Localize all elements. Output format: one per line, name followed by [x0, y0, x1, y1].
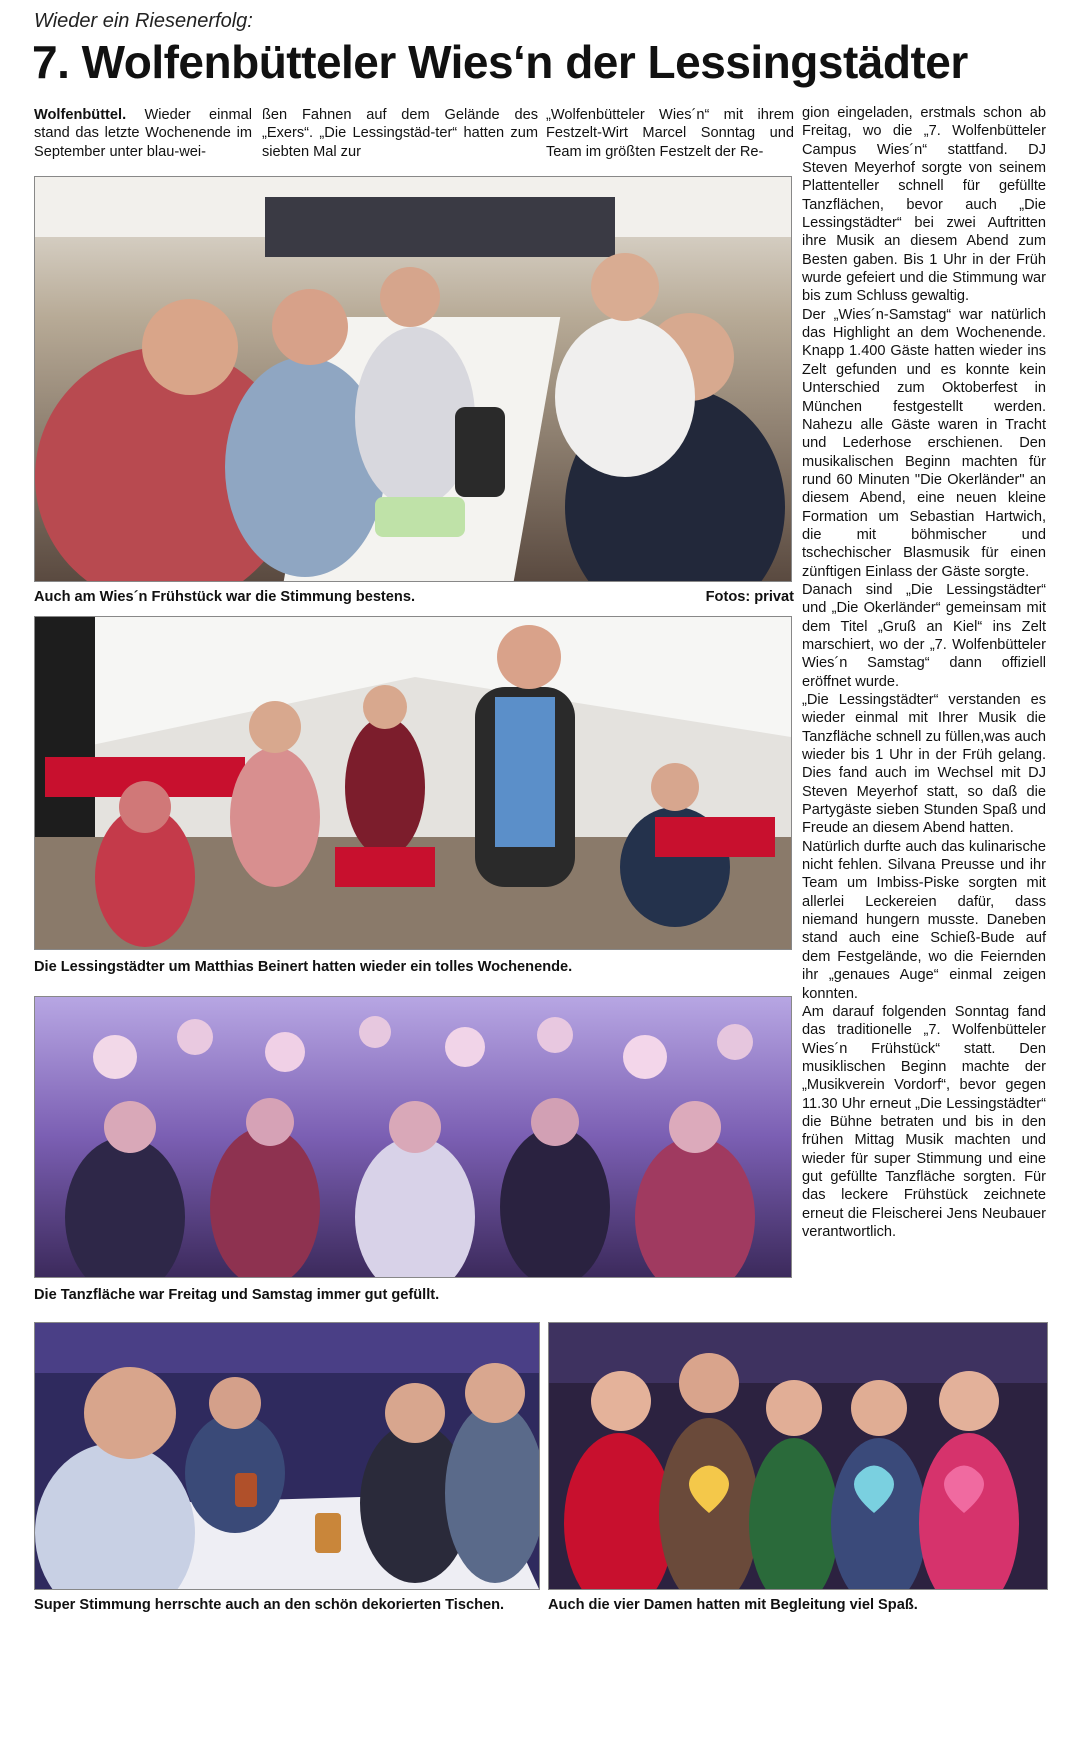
- paragraph-1: gion eingeladen, erstmals schon ab Freitag, wo die „7. Wolfenbütteler Campus Wies´n“ stattfand. DJ Steven Meyerhof sorgte von seinem Plattenteller schnell für gefüllte Tanzflächen, bevor auch „Die Lessingstädter“ bei zwei Auftritten ihre Musik an diesem Abend zum Besten gaben. Bis 1 Uhr in der Früh wurde gefeiert und die Stimmung war bis zum Schluss gewaltig.: [802, 105, 1046, 305]
- photo-dance-floor: [34, 996, 792, 1278]
- intro-column-1: [34, 106, 252, 161]
- caption-photo-1: Auch am Wies´n Frühstück war die Stimmung bestens.: [34, 589, 415, 605]
- paragraph-6: Am darauf folgenden Sonntag fand das traditionelle „7. Wolfenbütteler Wies´n Frühstück“ statt. Den musiklischen Beginn machte der „Musikverein Vordorf“, bevor gegen 11.30 Uhr erneut „Die Lessingstädter“ die Bühne betraten und bis in den frühen Mittag Musik machten und wieder für super Stimmung und eine gut gefüllte Tanzfläche sorgten. Für das leckere Frühstück zeichnete erneut die Fleischerei Jens Neubauer verantwortlich.: [802, 1003, 1046, 1240]
- intro-column-2: [262, 106, 538, 161]
- photo-brass-band: [34, 616, 792, 950]
- caption-photo-2: Die Lessingstädter um Matthias Beinert hatten wieder ein tolles Wochenende.: [34, 959, 573, 975]
- intro-column-3: [546, 106, 794, 161]
- article-right-column: [802, 104, 1046, 1241]
- dance-floor-image: [35, 997, 791, 1277]
- intro-text-3: „Wolfenbütteler Wies´n“ mit ihrem Festzelt-Wirt Marcel Sonntag und Team im größten Festzelt der Re-: [546, 107, 794, 160]
- caption-photo-4: Super Stimmung herrschte auch an den schön dekorierten Tischen.: [34, 1597, 505, 1613]
- intro-place: Wolfenbüttel.: [34, 107, 127, 123]
- paragraph-4: „Die Lessingstädter“ verstanden es wieder einmal mit Ihrer Musik die Tanzfläche schnell zu füllen,was auch wieder bis 1 Uhr in der Früh gelang. Dies fand auch im Wechsel mit DJ Steven Meyerhof statt, so daß die Partygäste sieben Stunden Spaß und Freude an diesem Abend hatten.: [802, 692, 1046, 837]
- intro-text-1: Wieder einmal stand das letzte Wochenende im September unter blau-wei-: [34, 107, 252, 160]
- photo-four-ladies: [548, 1322, 1048, 1590]
- caption-photo-5: Auch die vier Damen hatten mit Begleitung viel Spaß.: [548, 1597, 918, 1613]
- headline: 7. Wolfenbütteler Wies‘n der Lessingstädter: [32, 36, 968, 88]
- intro-text-2: ßen Fahnen auf dem Gelände des „Exers“. „Die Lessingstäd-ter“ hatten zum siebten Mal zur: [262, 107, 538, 160]
- paragraph-5: Natürlich durfte auch das kulinarische nicht fehlen. Silvana Preusse und ihr Team um Imbiss-Piske sorgten mit allerlei Leckereien dafür, dass niemand hungern musste. Daneben stand auch eine Schieß-Bude auf dem Festgelände, wo die Feiernden ihr „genaues Auge“ einmal zeigen konnten.: [802, 838, 1046, 1002]
- brass-band-image: [35, 617, 791, 949]
- table-guests-image: [35, 1323, 539, 1589]
- four-ladies-image: [549, 1323, 1047, 1589]
- tent-breakfast-image: [35, 177, 791, 581]
- kicker: Wieder ein Riesenerfolg:: [34, 10, 253, 32]
- caption-photo-3: Die Tanzfläche war Freitag und Samstag immer gut gefüllt.: [34, 1287, 440, 1303]
- photo-table-guests: [34, 1322, 540, 1590]
- photo-tent-breakfast: [34, 176, 792, 582]
- paragraph-2: Der „Wies´n-Samstag“ war natürlich das Highlight an dem Wochenende. Knapp 1.400 Gäste hatten wieder ins Zelt gefunden und es konnte kein Unterschied zum Oktoberfest in München festgestellt werden. Nahezu alle Gäste waren in Tracht und Lederhose erschienen. Den musikalischen Beginn machten für rund 60 Minuten "Die Okerländer" an diesem Abend, eine neuen kleine Formation um Sebastian Hartwich, die mit böhmischer und tschechischer Blasmusik für einen zünftigen Einlass der Gäste sorgte.: [802, 306, 1046, 580]
- paragraph-3: Danach sind „Die Lessingstädter“ und „Die Okerländer“ gemeinsam mit dem Titel „Gruß an Kiel“ ins Zelt marschiert, wo der „7. Wolfenbütteler Wies´n Samstag“ dann offiziell eröffnet wurde.: [802, 581, 1046, 690]
- photo-credit: Fotos: privat: [705, 589, 794, 605]
